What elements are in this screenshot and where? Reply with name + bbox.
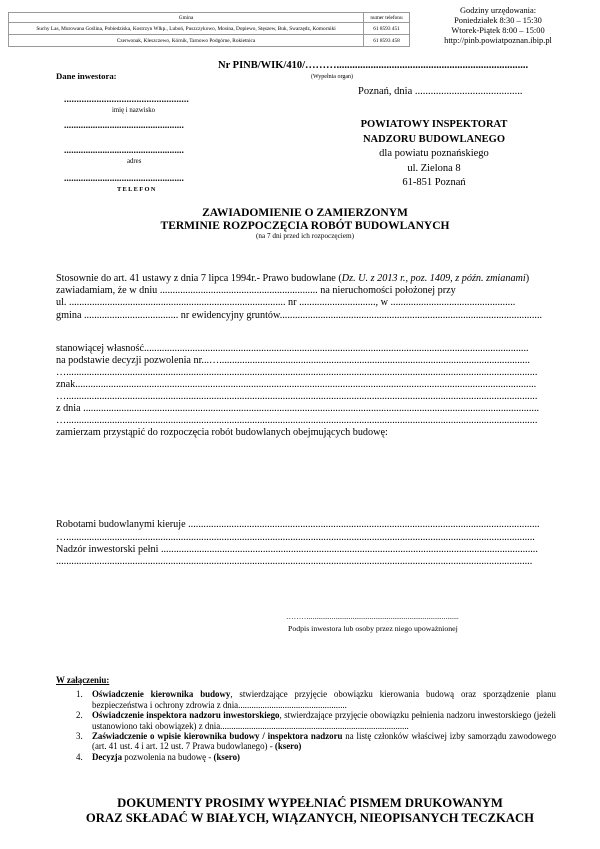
attachment-text: , stwierdzające przyjęcie obowiązku kierowania budową oraz sporządzenie planu bezpieczeństwa i ochrony zdrowia z dnia.................................................: [92, 689, 556, 710]
gmina-column-header: Gmina: [9, 13, 364, 23]
investor-address-field[interactable]: ..................................................: [64, 145, 184, 156]
form-title: [100, 207, 510, 241]
footer-line: ORAZ SKŁADAĆ W BIAŁYCH, WIĄZANYCH, NIEOPISANYCH TECZKACH: [85, 810, 535, 825]
permit-number-field[interactable]: na podstawie decyzji pozwolenia nr...…..........................................................................................................................: [56, 355, 530, 366]
site-manager-continued[interactable]: …........................................................................................................................................................................................: [56, 532, 535, 543]
legal-reference: Dz. U. z 2013 r., poz. 1409, z późn. zmianami: [341, 273, 526, 284]
inspector-district: dla powiatu poznańskiego: [379, 148, 489, 160]
attachment-number: 4.: [76, 751, 83, 762]
inspector-address: [352, 118, 516, 191]
attachment-copy-note: (ksero): [213, 751, 240, 762]
reference-number: Nr PINB/WIK/410/……….........................................................................: [218, 60, 529, 71]
form-title-note: (na 7 dni przed ich rozpoczęciem): [256, 232, 354, 241]
investor-address-label: adres: [127, 158, 142, 165]
attachment-title: Oświadczenie kierownika budowy: [92, 689, 231, 700]
body-line: [56, 273, 544, 284]
gmina-parcel-field[interactable]: gmina ..................................... nr ewidencyjny gruntów.......................................................................................................: [56, 310, 543, 321]
inspector-postcode: 61-851 Poznań: [402, 177, 466, 189]
attachment-item: [56, 689, 556, 710]
office-hours-line: Wtorek-Piątek 8:00 – 15:00: [451, 26, 545, 35]
footer-notice: [20, 796, 600, 825]
street-number-field[interactable]: ul. ..................................................................................... nr .............................., w .................................................: [56, 297, 516, 308]
inspector-street: ul. Zielona 8: [407, 162, 461, 174]
investor-name-field[interactable]: ..................................................: [64, 94, 189, 105]
body-text-fragment: Stosownie do art. 41 ustawy z dnia 7 lipca 1994r.- Prawo budowlane (: [56, 273, 342, 284]
attachment-item: [56, 731, 556, 752]
attachment-number: 2.: [76, 710, 83, 721]
investor-phone-field[interactable]: ..................................................: [64, 173, 184, 184]
investor-heading: Dane inwestora:: [56, 71, 117, 81]
gmina-phone-table: [8, 12, 410, 47]
body-text-fragment: ): [525, 273, 530, 284]
attachment-text: na listę członków właściwej izby samorządu zawodowego (art. 41 ust. 4 i art. 12 ust. 7 Prawa budowlanego) -: [92, 731, 557, 752]
form-title-line: TERMINIE ROZPOCZĘCIA ROBÓT BUDOWLANYCH: [160, 219, 450, 232]
inspector-name-line: NADZORU BUDOWLANEGO: [362, 133, 506, 145]
attachment-text: pozwolenia na budowę -: [122, 751, 214, 762]
phone-number-cell: 61 8593 451: [364, 23, 410, 35]
attachments-list: [56, 675, 556, 762]
office-hours-line: Poniedziałek 8:30 – 15:30: [454, 16, 542, 25]
permit-date-continued[interactable]: ….........................................................................................................................................................................................: [56, 415, 538, 426]
attachment-title: Oświadczenie inspektora nadzoru inwestorskiego: [92, 710, 280, 721]
supervisor-continued[interactable]: ...........................................................................................................................................................................................: [56, 556, 533, 567]
attachment-title: Zaświadczenie o wpisie kierownika budowy / inspektora nadzoru: [92, 731, 343, 742]
footer-line: DOKUMENTY PROSIMY WYPEŁNIAĆ PISMEM DRUKOWANYM: [117, 796, 503, 810]
permit-sign-field[interactable]: znak.....................................................................................................................................................................................: [56, 379, 537, 390]
permit-number-continued[interactable]: ….........................................................................................................................................................................................: [56, 367, 538, 378]
works-scope-label: zamierzam przystąpić do rozpoczęcia robót budowlanych obejmujących budowę:: [56, 427, 388, 438]
phone-number-cell: 61 8593 458: [364, 35, 410, 47]
attachment-title: Decyzja: [92, 751, 123, 762]
office-hours: [418, 6, 578, 46]
permit-sign-continued[interactable]: ….........................................................................................................................................................................................: [56, 391, 538, 402]
investor-name-label: imię i nazwisko: [112, 107, 156, 114]
permit-date-field[interactable]: z dnia ...................................................................................................................................................................................: [56, 403, 540, 414]
attachment-item: [56, 752, 556, 762]
attachment-number: 1.: [76, 689, 83, 700]
site-manager-field[interactable]: Robotami budowlanymi kieruje ..........................................................................................................................................: [56, 519, 540, 530]
ownership-field[interactable]: stanowiącej własność.......................................................................................................................................................: [56, 343, 529, 354]
attachment-copy-note: (ksero): [274, 741, 302, 752]
place-date-field[interactable]: Poznań, dnia .........................................: [358, 86, 523, 97]
investor-phone-label: TELEFON: [117, 186, 157, 193]
reference-note: (Wypełnia organ): [311, 74, 354, 80]
attachment-number: 3.: [76, 731, 83, 742]
gmina-list-cell: Czerwonak, Kleszczewo, Kórnik, Tarnowo Podgórne, Rokietnica: [9, 35, 364, 47]
investor-address-field[interactable]: ..................................................: [64, 120, 184, 131]
attachments-heading: W załączeniu:: [56, 675, 110, 685]
phone-column-header: numer telefonu: [364, 13, 410, 23]
start-date-field[interactable]: zawiadamiam, że w dniu .............................................................. na nieruchomości położonej przy: [56, 285, 456, 296]
gmina-list-cell: Suchy Las, Murowana Goślina, Pobiedziska, Kostrzyn Wlkp., Luboń, Puszczykowo, Mosina, Dopiewo, Stęszew, Buk, Swarzędz, Komorniki: [9, 23, 364, 35]
supervisor-field[interactable]: Nadzór inwestorski pełni ....................................................................................................................................................: [56, 544, 538, 555]
signature-line[interactable]: ………...............................................................................: [286, 612, 459, 621]
office-hours-title: Godziny urzędowania:: [459, 6, 537, 15]
attachment-item: [56, 710, 556, 731]
attachment-text: , stwierdzające przyjęcie obowiązku pełnienia nadzoru inwestorskiego (jeżeli ustanowiono taki obowiązek) z dnia.....................................................................................: [92, 710, 556, 731]
inspector-name-line: POWIATOWY INSPEKTORAT: [360, 119, 508, 130]
form-title-line: ZAWIADOMIENIE O ZAMIERZONYM: [202, 207, 408, 219]
office-url-link[interactable]: http://pinb.powiatpoznan.ibip.pl: [444, 36, 552, 45]
signature-label: Podpis inwestora lub osoby przez niego upoważnionej: [288, 624, 458, 633]
